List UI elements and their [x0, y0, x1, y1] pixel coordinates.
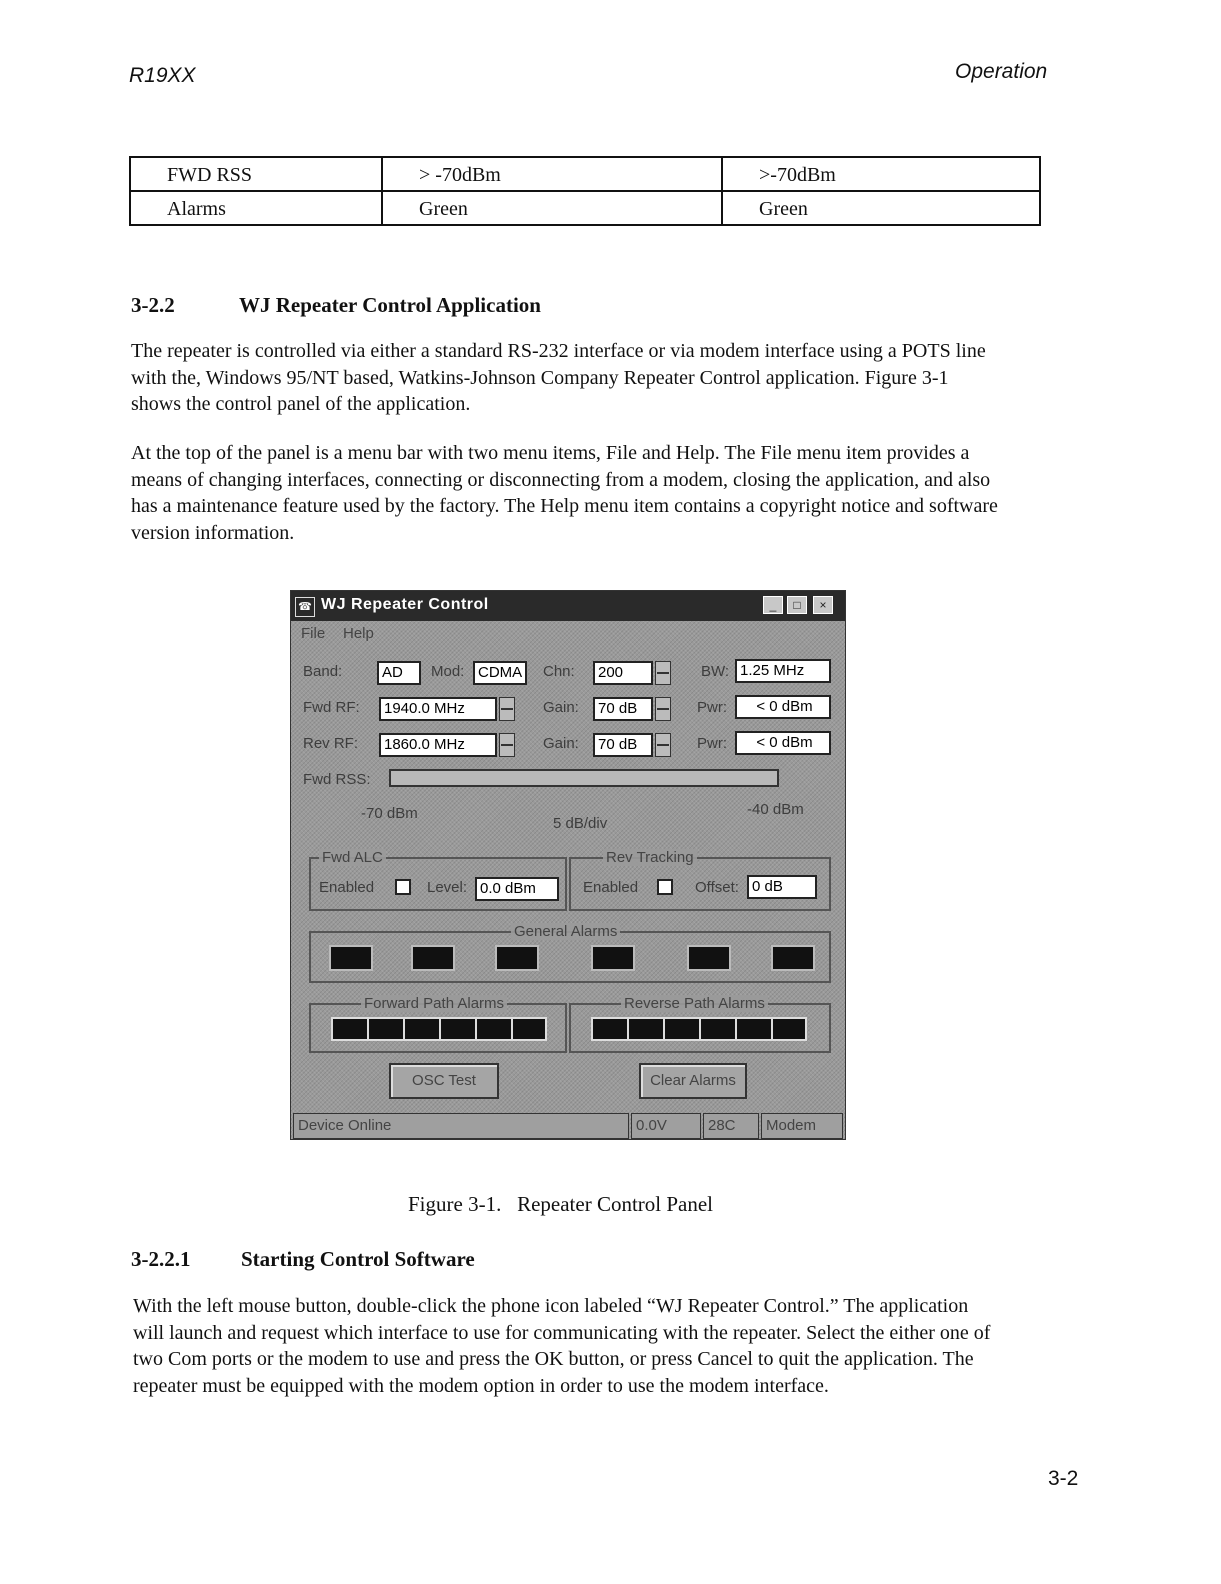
minimize-button[interactable]: _ [763, 596, 783, 614]
mod-field[interactable]: CDMA [473, 661, 527, 685]
general-alarm-indicator [591, 945, 635, 971]
tracking-enabled-label: Enabled [583, 879, 639, 896]
reverse-path-alarm-strip [591, 1017, 807, 1041]
rev-gain-label: Gain: [543, 735, 579, 752]
maximize-button[interactable]: □ [787, 596, 807, 614]
close-button[interactable]: × [813, 596, 833, 614]
scale-right-label: -40 dBm [747, 801, 804, 818]
bw-label: BW: [701, 663, 730, 680]
table-row [130, 157, 1040, 191]
tracking-offset-label: Offset: [695, 879, 739, 896]
forward-path-alarm-strip [331, 1017, 547, 1041]
table-cell: >-70dBm [722, 157, 1040, 191]
running-header-left: R19XX [129, 64, 196, 87]
chn-spinner[interactable] [655, 661, 671, 685]
subsection-title: Starting Control Software [241, 1247, 475, 1271]
rev-pwr-field: < 0 dBm [735, 731, 831, 755]
page-number: 3-2 [1048, 1467, 1079, 1490]
chn-label: Chn: [543, 663, 575, 680]
rev-rf-label: Rev RF: [303, 735, 359, 752]
fwd-rf-label: Fwd RF: [303, 699, 360, 716]
fwd-pwr-field: < 0 dBm [735, 695, 831, 719]
rev-tracking-label: Rev Tracking [603, 849, 697, 866]
menu-file[interactable]: File [301, 625, 326, 642]
rev-rf-spinner[interactable] [499, 733, 515, 757]
fwd-gain-spinner[interactable] [655, 697, 671, 721]
tracking-offset-field[interactable]: 0 dB [747, 875, 817, 899]
forward-path-alarms-label: Forward Path Alarms [361, 995, 507, 1012]
running-header-right: Operation [955, 60, 1048, 83]
bw-field: 1.25 MHz [735, 659, 831, 683]
alc-level-label: Level: [427, 879, 468, 896]
spec-table [129, 156, 1041, 226]
paragraph: With the left mouse button, double-click the phone icon labeled “WJ Repeater Control.” The application will launch and request which interface to use for communicating with the repeater. Select the either one of two Com ports or the modem to use and press the OK button, or press Cancel to quit the application. The repeater must be equipped with the modem option in order to use the modem interface. [133, 1295, 991, 1397]
table-cell: FWD RSS [130, 157, 382, 191]
table-row [130, 191, 1040, 225]
fwd-pwr-label: Pwr: [697, 699, 727, 716]
rev-gain-field[interactable]: 70 dB [593, 733, 653, 757]
reverse-path-alarms-label: Reverse Path Alarms [621, 995, 768, 1012]
table-cell: Green [382, 191, 722, 225]
table-cell: Green [722, 191, 1040, 225]
mod-label: Mod: [431, 663, 465, 680]
clear-alarms-button[interactable]: Clear Alarms [639, 1063, 747, 1099]
rev-pwr-label: Pwr: [697, 735, 727, 752]
scale-mid-label: 5 dB/div [553, 815, 608, 832]
chn-field[interactable]: 200 [593, 661, 653, 685]
table-cell: Alarms [130, 191, 382, 225]
alc-enabled-label: Enabled [319, 879, 375, 896]
fwd-gain-label: Gain: [543, 699, 579, 716]
status-device: Device Online [293, 1113, 629, 1139]
fwd-rf-field[interactable]: 1940.0 MHz [379, 697, 497, 721]
status-voltage: 0.0V [631, 1113, 701, 1139]
scale-left-label: -70 dBm [361, 805, 418, 822]
figure-caption: Figure 3-1. Repeater Control Panel [408, 1192, 714, 1216]
alc-level-field[interactable]: 0.0 dBm [475, 877, 559, 901]
rev-gain-spinner[interactable] [655, 733, 671, 757]
general-alarm-indicator [495, 945, 539, 971]
title-bar [291, 591, 845, 621]
fwd-rss-label: Fwd RSS: [303, 771, 371, 788]
band-label: Band: [303, 663, 343, 680]
general-alarm-indicator [771, 945, 815, 971]
table-cell: > -70dBm [382, 157, 722, 191]
alc-enabled-checkbox[interactable] [395, 879, 411, 895]
rev-rf-field[interactable]: 1860.0 MHz [379, 733, 497, 757]
phone-icon: ☎ [295, 597, 315, 617]
osc-test-button[interactable]: OSC Test [389, 1063, 499, 1099]
section-number: 3-2.2 [131, 293, 175, 317]
status-mode: Modem [761, 1113, 843, 1139]
status-temp: 28C [703, 1113, 759, 1139]
paragraph: At the top of the panel is a menu bar with two menu items, File and Help. The File menu item provides a means of changing interfaces, connecting or disconnecting from a modem, closing the application, and also has a maintenance feature used by the factory. The Help menu item contains a copyright notice and software version information. [131, 442, 998, 544]
section-title: WJ Repeater Control Application [239, 293, 541, 317]
fwd-rf-spinner[interactable] [499, 697, 515, 721]
repeater-control-window [290, 590, 846, 1140]
general-alarms-label: General Alarms [511, 923, 620, 940]
general-alarm-indicator [687, 945, 731, 971]
fwd-alc-label: Fwd ALC [319, 849, 386, 866]
window-title: WJ Repeater Control [321, 596, 489, 613]
general-alarm-indicator [411, 945, 455, 971]
tracking-enabled-checkbox[interactable] [657, 879, 673, 895]
fwd-rss-bar [389, 769, 779, 787]
menu-help[interactable]: Help [343, 625, 374, 642]
band-field[interactable]: AD [377, 661, 421, 685]
subsection-number: 3-2.2.1 [131, 1247, 191, 1271]
general-alarm-indicator [329, 945, 373, 971]
paragraph: The repeater is controlled via either a standard RS-232 interface or via modem interface using a POTS line with the, Windows 95/NT based, Watkins-Johnson Company Repeater Control application. Figure 3-1 shows the control panel of the application. [131, 340, 986, 415]
fwd-gain-field[interactable]: 70 dB [593, 697, 653, 721]
